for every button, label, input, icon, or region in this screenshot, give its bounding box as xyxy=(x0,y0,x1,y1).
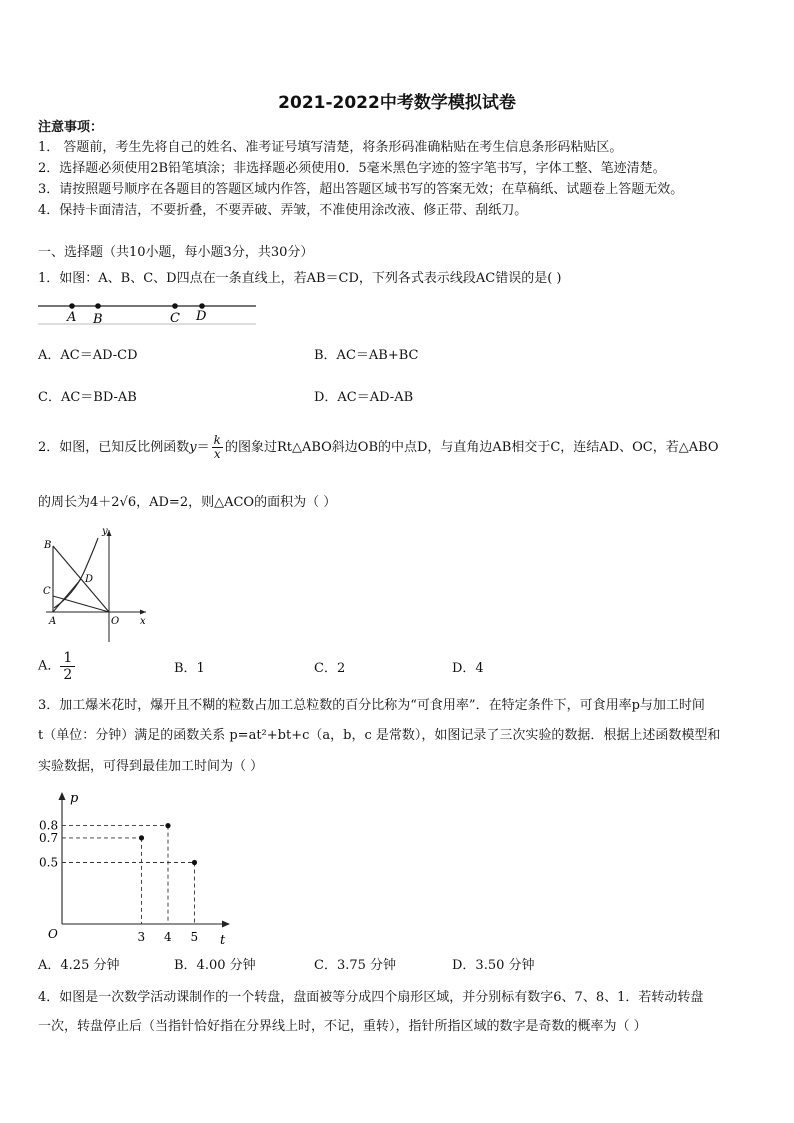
q2-option-b: B．1 xyxy=(174,661,205,676)
q3-option-c: C．3.75 分钟 xyxy=(314,958,397,973)
q2-func-eq: ＝ xyxy=(196,440,210,455)
fig-label-b: B xyxy=(44,540,52,551)
section-heading: 一、选择题（共10小题，每小题3分，共30分） xyxy=(38,245,314,260)
fig-label-y: y xyxy=(102,526,108,537)
q2-line2-pre: 的周长为 xyxy=(38,495,91,510)
x-tick-label-0: 3 xyxy=(137,930,146,944)
q2-option-d: D．4 xyxy=(452,661,484,676)
notice-item-4: 4．保持卡面清洁，不要折叠，不要弄破、弄皱，不准使用涂改液、修正带、刮纸刀。 xyxy=(38,203,528,218)
q2-line2-post: ，AD=2，则△ACO的面积为（ ） xyxy=(136,495,337,510)
chart-xlabel: t xyxy=(220,933,226,948)
x-arrow-icon xyxy=(140,610,146,615)
label-c: C xyxy=(170,311,180,326)
fig-label-d: D xyxy=(85,574,94,585)
notice-item-2: 2．选择题必须使用2B铅笔填涂；非选择题必须使用0．5毫米黑色字迹的签字笔书写，字体工整、笔迹清楚。 xyxy=(38,161,666,176)
q4-line1: 4．如图是一次数学活动课制作的一个转盘，盘面被等分成四个扇形区域，并分别标有数字6、7、8、1．若转动转盘 xyxy=(38,990,704,1005)
q2-func-den: x xyxy=(213,447,221,461)
q1-figure xyxy=(36,296,260,328)
q2-line2 xyxy=(38,494,336,512)
y-tick-label-0: 0.5 xyxy=(39,855,59,870)
label-a: A xyxy=(67,310,77,325)
q3-line1: 3．加工爆米花时，爆开且不糊的粒数占加工总粒数的百分比称为“可食用率”．在特定条件下，可食用率p与加工时间 xyxy=(38,698,705,713)
q3-line3: 实验数据，可得到最佳加工时间为（ ） xyxy=(38,759,264,774)
q1-option-d: D．AC＝AD-AB xyxy=(314,390,414,405)
q1-option-b: B．AC＝AB+BC xyxy=(314,348,419,363)
q1-option-c: C．AC＝BD-AB xyxy=(38,390,137,405)
q2-option-a-den: 2 xyxy=(63,667,73,683)
y-tick-label-2: 0.8 xyxy=(39,818,59,833)
q1-option-a: A．AC＝AD-CD xyxy=(38,348,138,363)
data-point-1 xyxy=(165,823,170,828)
q3-option-d: D．3.50 分钟 xyxy=(452,958,535,973)
data-point-0 xyxy=(139,835,144,840)
page-title: 2021-2022中考数学模拟试卷 xyxy=(278,93,516,113)
q2-func-y: y xyxy=(189,440,197,455)
q3-chart xyxy=(36,788,236,948)
q2-figure xyxy=(38,524,150,646)
label-d: D xyxy=(196,309,207,324)
q4-line2: 一次，转盘停止后（当指针恰好指在分界线上时，不记，重转），指针所指区域的数字是奇数的概率为（ ） xyxy=(38,1019,647,1034)
x-tick-label-2: 5 xyxy=(190,930,199,944)
chart-ylabel: p xyxy=(70,791,79,806)
notice-item-1: 1． 答题前，考生先将自己的姓名、准考证号填写清楚，将条形码准确粘贴在考生信息条形码粘贴区。 xyxy=(38,140,623,155)
q2-perimeter: 4＋2√6 xyxy=(90,495,137,510)
fig-label-c: C xyxy=(43,586,51,597)
q2-option-a-label: A． xyxy=(38,658,61,674)
point-d xyxy=(199,303,205,309)
x-tick-label-1: 4 xyxy=(164,930,172,944)
point-c xyxy=(172,303,178,309)
y-tick-label-1: 0.7 xyxy=(39,830,59,845)
data-point-2 xyxy=(192,860,197,865)
q3-line2: t（单位：分钟）满足的函数关系 p=at²+bt+c（a，b，c 是常数），如图记录了三次实验的数据．根据上述函数模型和 xyxy=(38,728,721,743)
chart-y-arrow-icon xyxy=(59,792,66,800)
q2-func-num: k xyxy=(213,433,221,447)
q1-stem: 1．如图：A、B、C、D四点在一条直线上，若AB＝CD，下列各式表示线段AC错误的是( ) xyxy=(38,271,562,286)
notice-item-3: 3．请按照题号顺序在各题目的答题区域内作答，超出答题区域书写的答案无效；在草稿纸、试题卷上答题无效。 xyxy=(38,182,684,197)
segment-oc xyxy=(53,596,109,612)
q2-option-a-fraction xyxy=(60,650,75,683)
fig-label-a: A xyxy=(49,616,57,627)
fig-label-x: x xyxy=(140,616,146,627)
fig-label-o: O xyxy=(111,616,120,627)
q2-func-fraction xyxy=(212,434,223,461)
q3-option-b: B．4.00 分钟 xyxy=(174,958,256,973)
q2-option-a xyxy=(38,650,75,683)
chart-marks xyxy=(39,819,198,944)
q2-option-a-num: 1 xyxy=(60,650,75,667)
point-a xyxy=(69,303,75,309)
q3-option-a: A．4.25 分钟 xyxy=(38,958,120,973)
point-b xyxy=(95,303,101,309)
notice-heading: 注意事项： xyxy=(38,120,104,135)
label-b: B xyxy=(93,312,103,327)
q2-option-c: C．2 xyxy=(314,661,346,676)
q2-stem-post: 的图象过Rt△ABO斜边OB的中点D，与直角边AB相交于C，连结AD、OC，若△ABO xyxy=(224,440,719,455)
q2-stem-pre: 2．如图，已知反比例函数 xyxy=(38,440,190,455)
chart-x-arrow-icon xyxy=(222,921,230,928)
chart-origin-label: O xyxy=(48,927,58,941)
q2-line1 xyxy=(38,434,719,461)
